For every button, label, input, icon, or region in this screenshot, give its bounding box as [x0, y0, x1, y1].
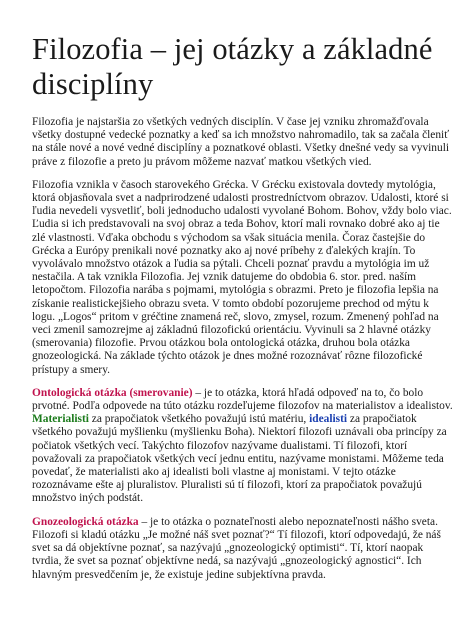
paragraph-gnoseology-text: – je to otázka o poznateľnosti alebo nepoznateľnosti nášho sveta. Filozofi si kladú otázku „Je možné náš svet poznať?“ Tí filozofi, ktorí odpovedajú, že náš svet sa dá objektívne poznať, sa nazývajú „gnozeologický optimisti“. Tí, ktorí naopak tvrdia, že svet sa poznať objektívne nedá, sa nazývajú „gnozeologický agnostici“. Ich hlavným presvedčením je, že existuje jedine subjektívna pravda.	[32, 515, 441, 581]
paragraph-history: Filozofia vznikla v časoch starovekého Grécka. V Grécku existovala dovtedy mytológia, ktorá objasňovala svet a nadprirodzené udalosti prostredníctvom obrazov. Udalosti, ktoré si ľudia nevedeli vysvetliť, boli jednoducho udalosti vyvolané Bohom. Bohov, vždy bolo viac. Ľudia si ich predstavovali na svoj obraz a teda Bohov, ktorí mali rovnako dobré ako aj tie zlé vlastnosti. Vďaka obchodu s východom sa však situácia menila. Čoraz častejšie do Grécka a Európy prenikali nové poznatky ako aj nové príbehy z ďalekých krajín. To vyvolávalo množstvo otázok a ľudia sa pýtali. Chceli poznať pravdu a mytológia im už nestačila. A tak vznikla Filozofia. Jej vznik datujeme do obdobia 6. stor. pred. naším letopočtom. Filozofia narába s pojmami, mytológia s obrazmi. Preto je filozofia lepšia na získanie realistickejšieho obrazu sveta. V tomto období pozorujeme prechod od mýtu k logu. „Logos“ pritom v gréčtine znamená reč, slovo, zmysel, rozum. Zmenený pohľad na veci zmenil samozrejme aj základnú filozofickú orientáciu. Vyvinuli sa 2 hlavné otázky (smerovania) filozofie. Prvou otázkou bola ontologická otázka, druhou bola otázka gnozeologická. Na základe týchto otázok je dnes možné rozoznávať rôzne filozofické prístupy a smery.	[32, 178, 452, 376]
document-page	[32, 32, 454, 592]
paragraph-gnoseology	[32, 516, 454, 582]
paragraph-ontology	[32, 387, 454, 506]
term-idealisti: idealisti	[309, 413, 348, 426]
term-materialisti: Materialisti	[32, 413, 89, 426]
paragraph-intro: Filozofia je najstaršia zo všetkých vedných disciplín. V čase jej vzniku zhromažďovala všetky dostupné vedecké poznatky a keď sa ich množstvo nahromadilo, tak sa začala členiť na stále nové a nové vedné disciplíny a poznatkové oblasti. Všetky dnešné vedy sa vyvinuli práve z filozofie a preto ju právom môžeme nazvať matkou všetkých vied.	[32, 116, 450, 168]
paragraph-ontology-text-b: za prapočiatok všetkého považujú istú matériu,	[88, 413, 310, 426]
term-ontologicka-otazka: Ontologická otázka (smerovanie)	[32, 386, 193, 399]
paragraph-ontology-text-a: – je to otázka, ktorá hľadá odpoveď na to, čo bolo prvotné. Podľa odpovede na túto otázku rozdeľujeme filozofov na materialistov a idealistov.	[32, 386, 453, 413]
page-title: Filozofia – jej otázky a základné disciplíny	[32, 32, 433, 101]
paragraph-ontology-text-c: za prapočiatok všetkého považujú myšlienku (myšlienku Boha). Niektorí filozofi uznávali oba princípy za počiatok všetkých vecí. Takýchto filozofov nazývame dualistami. Tí filozofi, ktorí považovali za prapočiatok všetkých vecí jednu entitu, nazývame monistami. Môžeme teda povedať, že materialisti ako aj idealisti boli vlastne aj monistami. V tejto otázke rozoznávame ešte aj pluralistov. Pluralisti sú tí filozofi, ktorí za prapočiatok považujú množstvo iných podstát.	[32, 413, 447, 505]
term-gnozeologicka-otazka: Gnozeologická otázka	[32, 515, 139, 528]
